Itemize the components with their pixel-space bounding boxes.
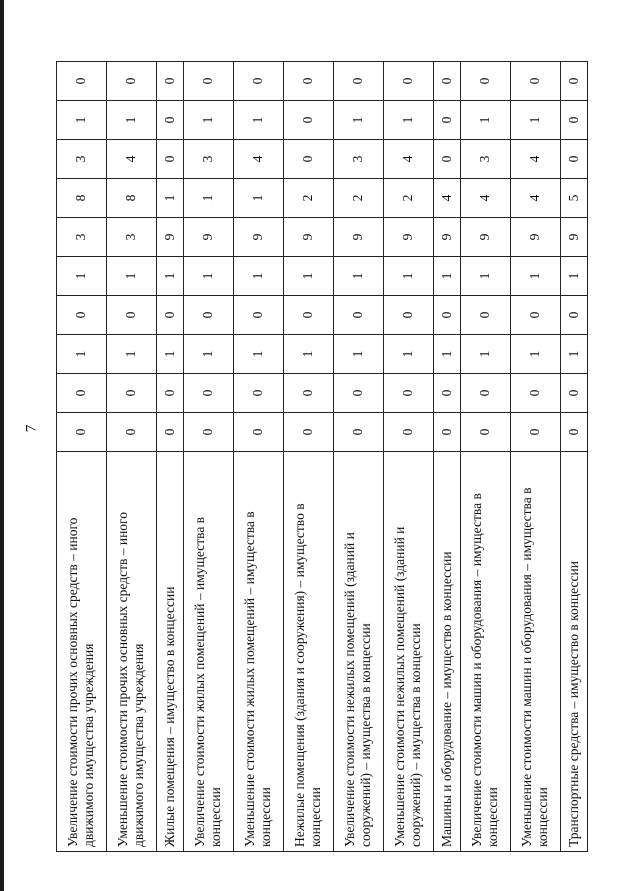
code-digit-cell: 1 bbox=[233, 101, 283, 140]
code-digit-cell: 1 bbox=[383, 335, 433, 374]
code-digit-cell: 0 bbox=[560, 101, 587, 140]
code-digit-cell: 0 bbox=[560, 62, 587, 101]
table-row bbox=[560, 62, 587, 852]
code-digit-cell: 0 bbox=[433, 296, 460, 335]
table-row bbox=[283, 62, 333, 852]
code-digit-cell: 9 bbox=[233, 218, 283, 257]
code-digit-cell: 1 bbox=[333, 101, 383, 140]
code-digit-cell: 0 bbox=[283, 374, 333, 413]
code-digit-cell: 1 bbox=[57, 101, 107, 140]
account-label: Уменьшение стоимости прочих основных средств – иного движимого имущества учреждения bbox=[106, 452, 156, 852]
code-digit-cell: 0 bbox=[333, 374, 383, 413]
code-digit-cell: 0 bbox=[433, 140, 460, 179]
code-digit-cell: 1 bbox=[433, 335, 460, 374]
account-label: Машины и оборудование – имущество в концессии bbox=[433, 452, 460, 852]
code-digit-cell: 0 bbox=[460, 296, 510, 335]
code-digit-cell: 3 bbox=[184, 140, 234, 179]
code-digit-cell: 1 bbox=[510, 335, 560, 374]
code-digit-cell: 0 bbox=[283, 296, 333, 335]
table-row bbox=[460, 62, 510, 852]
code-digit-cell: 4 bbox=[233, 140, 283, 179]
account-label: Жилые помещения – имущество в концессии bbox=[156, 452, 183, 852]
code-digit-cell: 1 bbox=[184, 257, 234, 296]
code-digit-cell: 1 bbox=[510, 257, 560, 296]
accounts-table bbox=[56, 61, 588, 852]
table-row bbox=[184, 62, 234, 852]
code-digit-cell: 0 bbox=[433, 413, 460, 452]
code-digit-cell: 0 bbox=[283, 413, 333, 452]
table-row bbox=[156, 62, 183, 852]
code-digit-cell: 0 bbox=[433, 62, 460, 101]
code-digit-cell: 0 bbox=[560, 374, 587, 413]
scan-edge bbox=[0, 0, 4, 891]
code-digit-cell: 0 bbox=[57, 374, 107, 413]
code-digit-cell: 0 bbox=[383, 296, 433, 335]
code-digit-cell: 0 bbox=[460, 374, 510, 413]
code-digit-cell: 0 bbox=[333, 296, 383, 335]
code-digit-cell: 3 bbox=[106, 218, 156, 257]
code-digit-cell: 1 bbox=[156, 179, 183, 218]
code-digit-cell: 0 bbox=[156, 101, 183, 140]
code-digit-cell: 4 bbox=[510, 140, 560, 179]
code-digit-cell: 0 bbox=[283, 101, 333, 140]
code-digit-cell: 0 bbox=[383, 413, 433, 452]
account-label: Увеличение стоимости жилых помещений – имущества в концессии bbox=[184, 452, 234, 852]
account-label: Увеличение стоимости машин и оборудования – имущества в концессии bbox=[460, 452, 510, 852]
code-digit-cell: 0 bbox=[233, 374, 283, 413]
code-digit-cell: 0 bbox=[460, 413, 510, 452]
code-digit-cell: 1 bbox=[283, 335, 333, 374]
table-row bbox=[383, 62, 433, 852]
code-digit-cell: 1 bbox=[106, 335, 156, 374]
code-digit-cell: 4 bbox=[106, 140, 156, 179]
code-digit-cell: 1 bbox=[233, 179, 283, 218]
code-digit-cell: 1 bbox=[560, 335, 587, 374]
code-digit-cell: 0 bbox=[333, 413, 383, 452]
page-number: 7 bbox=[23, 424, 40, 433]
code-digit-cell: 0 bbox=[433, 374, 460, 413]
code-digit-cell: 0 bbox=[283, 62, 333, 101]
table-row bbox=[106, 62, 156, 852]
code-digit-cell: 9 bbox=[156, 218, 183, 257]
code-digit-cell: 1 bbox=[184, 101, 234, 140]
code-digit-cell: 0 bbox=[510, 374, 560, 413]
account-label: Уменьшение стоимости машин и оборудования – имущества в концессии bbox=[510, 452, 560, 852]
code-digit-cell: 9 bbox=[433, 218, 460, 257]
code-digit-cell: 0 bbox=[460, 62, 510, 101]
code-digit-cell: 1 bbox=[433, 257, 460, 296]
account-label: Транспортные средства – имущество в концессии bbox=[560, 452, 587, 852]
code-digit-cell: 0 bbox=[57, 62, 107, 101]
code-digit-cell: 4 bbox=[383, 140, 433, 179]
code-digit-cell: 1 bbox=[460, 101, 510, 140]
code-digit-cell: 9 bbox=[383, 218, 433, 257]
code-digit-cell: 1 bbox=[184, 179, 234, 218]
code-digit-cell: 1 bbox=[57, 335, 107, 374]
code-digit-cell: 5 bbox=[560, 179, 587, 218]
code-digit-cell: 8 bbox=[106, 179, 156, 218]
code-digit-cell: 1 bbox=[233, 335, 283, 374]
code-digit-cell: 0 bbox=[433, 101, 460, 140]
code-digit-cell: 0 bbox=[510, 62, 560, 101]
code-digit-cell: 1 bbox=[283, 257, 333, 296]
code-digit-cell: 9 bbox=[510, 218, 560, 257]
code-digit-cell: 1 bbox=[460, 257, 510, 296]
code-digit-cell: 1 bbox=[333, 335, 383, 374]
code-digit-cell: 9 bbox=[560, 218, 587, 257]
code-digit-cell: 0 bbox=[106, 374, 156, 413]
code-digit-cell: 2 bbox=[333, 179, 383, 218]
code-digit-cell: 3 bbox=[460, 140, 510, 179]
code-digit-cell: 9 bbox=[333, 218, 383, 257]
code-digit-cell: 0 bbox=[560, 140, 587, 179]
code-digit-cell: 1 bbox=[233, 257, 283, 296]
table-body bbox=[57, 62, 588, 852]
table-row bbox=[233, 62, 283, 852]
code-digit-cell: 0 bbox=[560, 413, 587, 452]
code-digit-cell: 4 bbox=[460, 179, 510, 218]
code-digit-cell: 1 bbox=[184, 335, 234, 374]
code-digit-cell: 0 bbox=[560, 296, 587, 335]
code-digit-cell: 0 bbox=[510, 413, 560, 452]
code-digit-cell: 3 bbox=[57, 218, 107, 257]
account-label: Уменьшение стоимости жилых помещений – имущества в концессии bbox=[233, 452, 283, 852]
code-digit-cell: 3 bbox=[333, 140, 383, 179]
code-digit-cell: 1 bbox=[460, 335, 510, 374]
account-label: Уменьшение стоимости нежилых помещений (зданий и сооружений) – имущества в концессии bbox=[383, 452, 433, 852]
code-digit-cell: 0 bbox=[233, 413, 283, 452]
code-digit-cell: 0 bbox=[510, 296, 560, 335]
code-digit-cell: 3 bbox=[57, 140, 107, 179]
code-digit-cell: 0 bbox=[106, 62, 156, 101]
code-digit-cell: 1 bbox=[106, 101, 156, 140]
code-digit-cell: 2 bbox=[383, 179, 433, 218]
code-digit-cell: 0 bbox=[184, 296, 234, 335]
account-label: Увеличение стоимости нежилых помещений (зданий и сооружений) – имущества в концессии bbox=[333, 452, 383, 852]
code-digit-cell: 1 bbox=[106, 257, 156, 296]
code-digit-cell: 1 bbox=[333, 257, 383, 296]
code-digit-cell: 0 bbox=[156, 62, 183, 101]
code-digit-cell: 1 bbox=[156, 257, 183, 296]
code-digit-cell: 0 bbox=[184, 413, 234, 452]
code-digit-cell: 0 bbox=[283, 140, 333, 179]
code-digit-cell: 0 bbox=[57, 296, 107, 335]
code-digit-cell: 0 bbox=[184, 62, 234, 101]
rotated-table-container bbox=[56, 62, 588, 852]
account-label: Увеличение стоимости прочих основных средств – иного движимого имущества учреждения bbox=[57, 452, 107, 852]
code-digit-cell: 0 bbox=[333, 62, 383, 101]
code-digit-cell: 1 bbox=[383, 257, 433, 296]
code-digit-cell: 0 bbox=[106, 296, 156, 335]
code-digit-cell: 0 bbox=[233, 62, 283, 101]
code-digit-cell: 0 bbox=[156, 140, 183, 179]
account-label: Нежилые помещения (здания и сооружения) – имущество в концессии bbox=[283, 452, 333, 852]
table-row bbox=[333, 62, 383, 852]
code-digit-cell: 9 bbox=[460, 218, 510, 257]
table-row bbox=[57, 62, 107, 852]
code-digit-cell: 0 bbox=[156, 296, 183, 335]
code-digit-cell: 4 bbox=[433, 179, 460, 218]
code-digit-cell: 1 bbox=[560, 257, 587, 296]
code-digit-cell: 0 bbox=[383, 62, 433, 101]
code-digit-cell: 0 bbox=[383, 374, 433, 413]
table-row bbox=[510, 62, 560, 852]
code-digit-cell: 0 bbox=[233, 296, 283, 335]
code-digit-cell: 1 bbox=[156, 335, 183, 374]
code-digit-cell: 8 bbox=[57, 179, 107, 218]
code-digit-cell: 1 bbox=[383, 101, 433, 140]
code-digit-cell: 0 bbox=[106, 413, 156, 452]
table-row bbox=[433, 62, 460, 852]
code-digit-cell: 1 bbox=[57, 257, 107, 296]
code-digit-cell: 9 bbox=[283, 218, 333, 257]
code-digit-cell: 0 bbox=[57, 413, 107, 452]
code-digit-cell: 9 bbox=[184, 218, 234, 257]
code-digit-cell: 0 bbox=[156, 413, 183, 452]
code-digit-cell: 1 bbox=[510, 101, 560, 140]
code-digit-cell: 4 bbox=[510, 179, 560, 218]
code-digit-cell: 2 bbox=[283, 179, 333, 218]
code-digit-cell: 0 bbox=[184, 374, 234, 413]
code-digit-cell: 0 bbox=[156, 374, 183, 413]
